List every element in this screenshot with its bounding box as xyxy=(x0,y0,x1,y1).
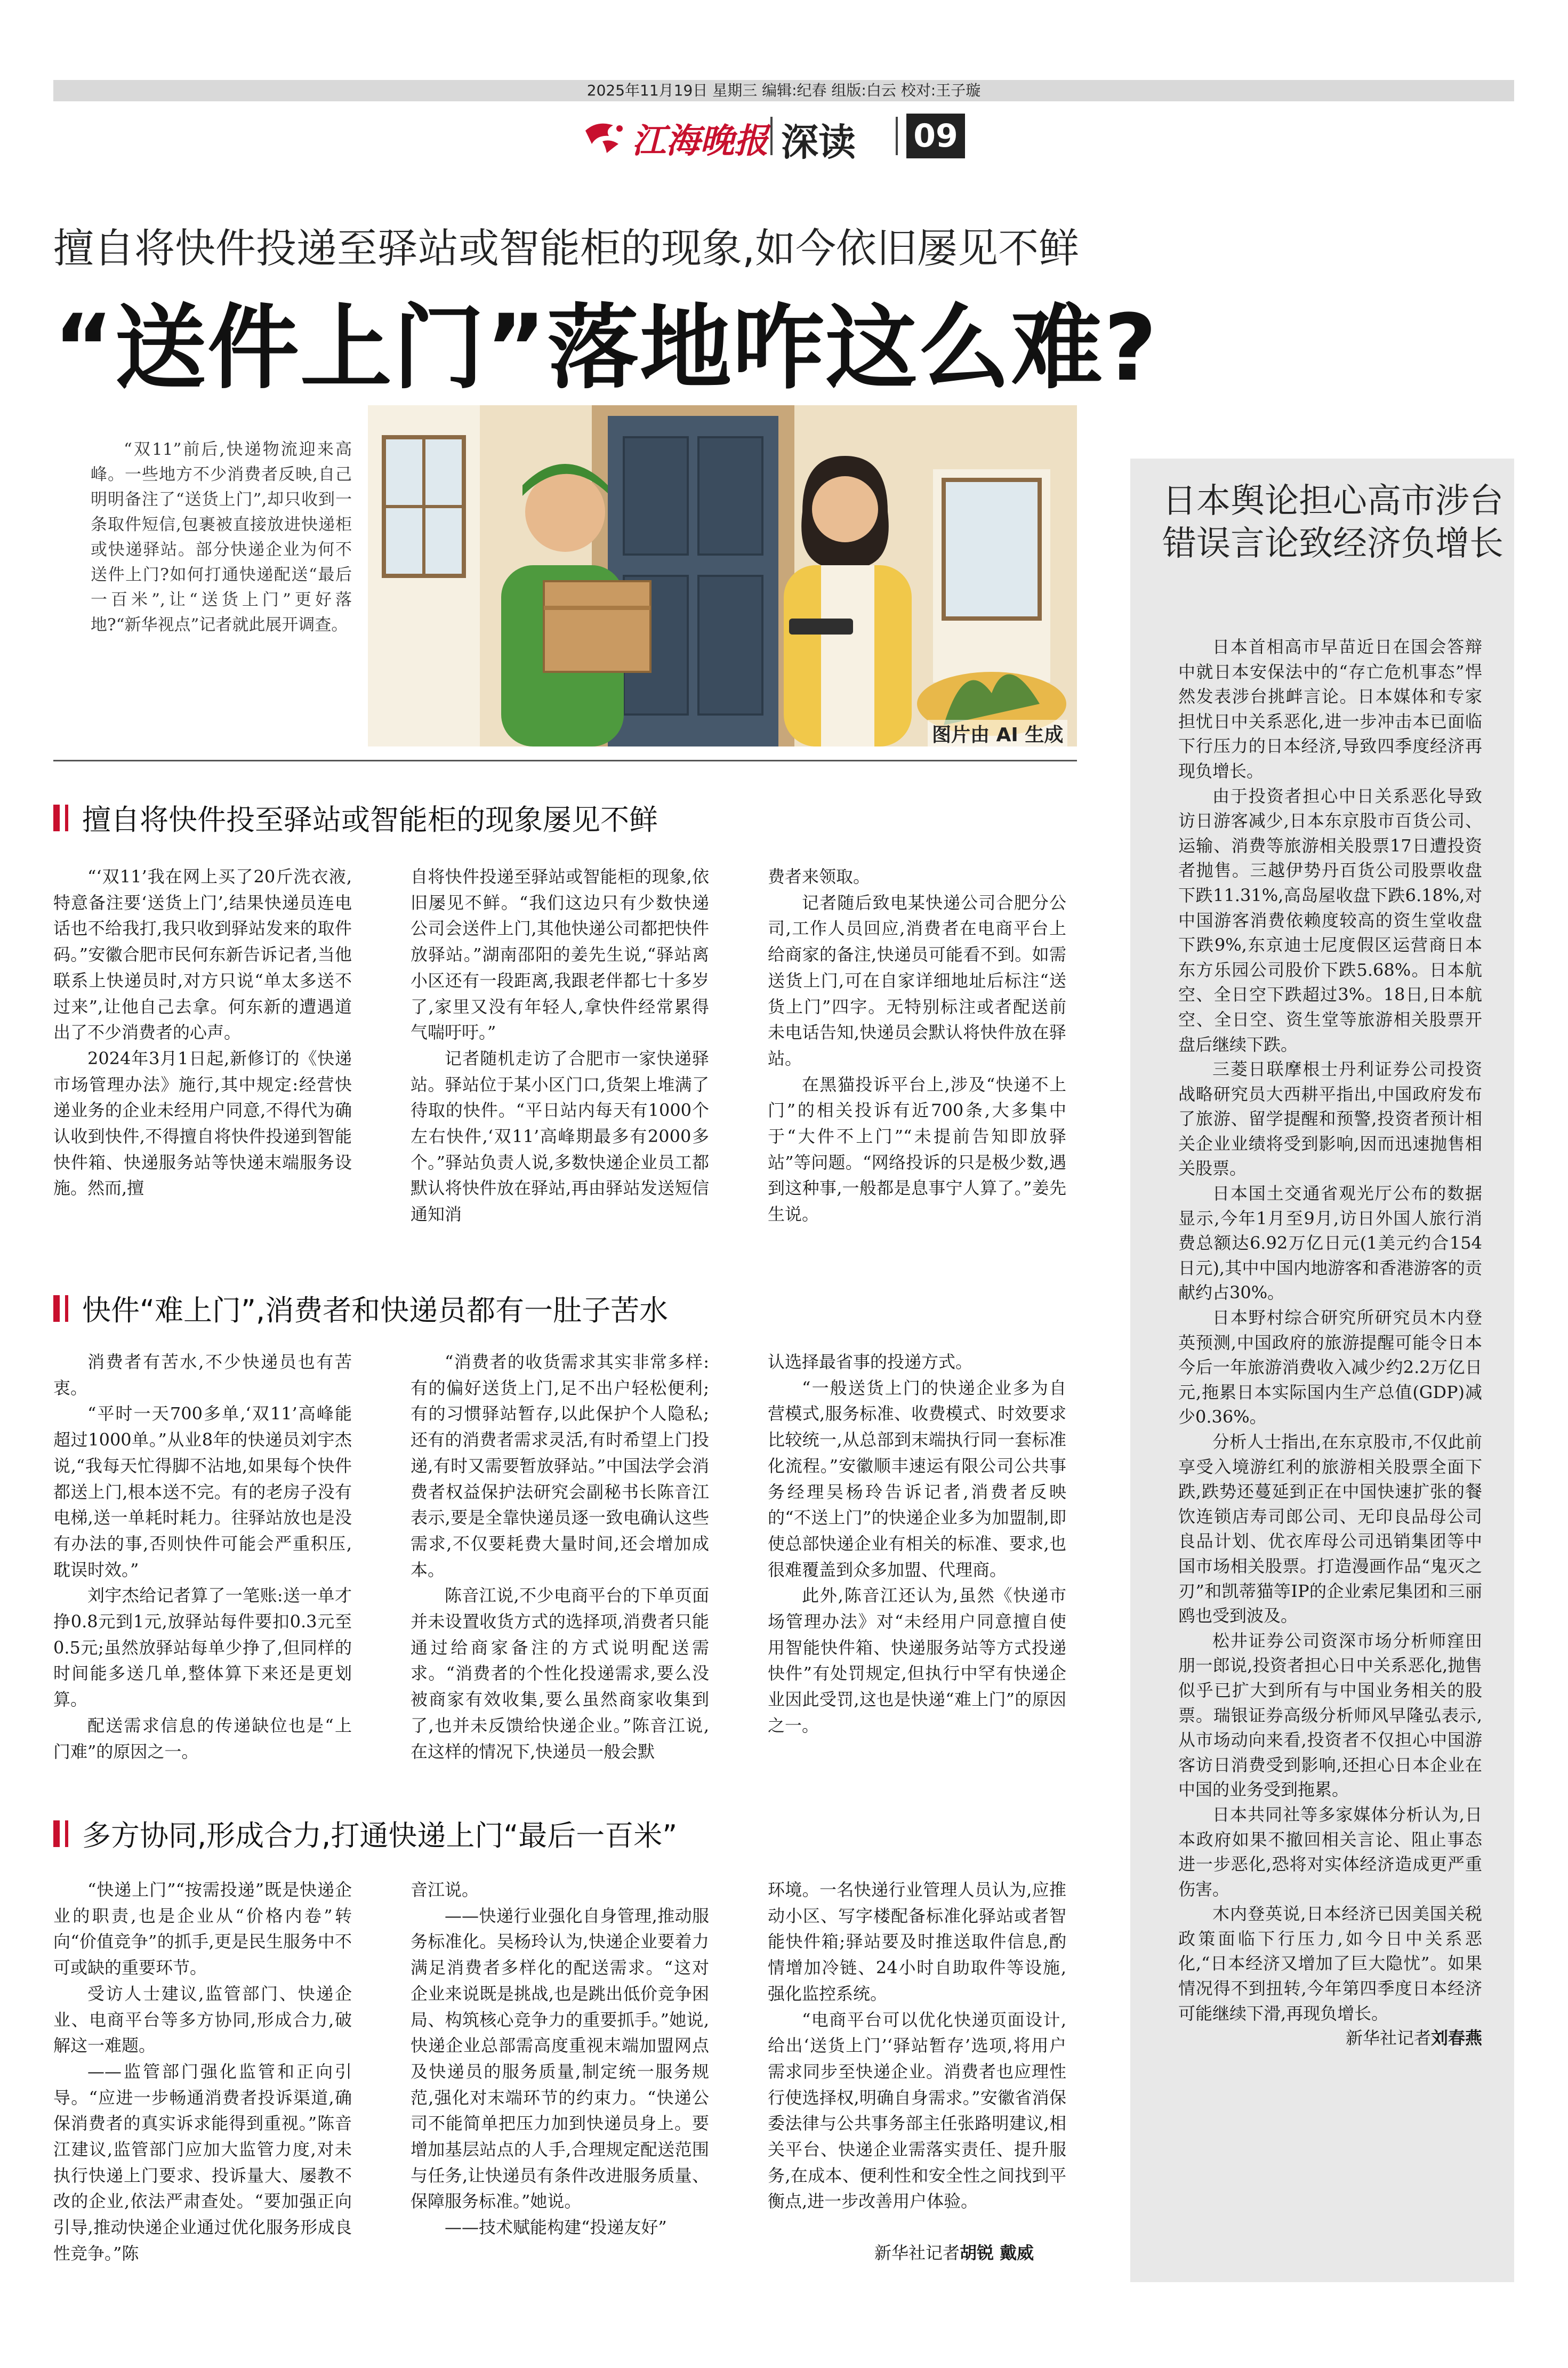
dateline-bar xyxy=(53,80,1514,101)
heading-bar-icon xyxy=(65,1820,68,1847)
sidebar-paragraph: 木内登英说,日本经济已因美国关税政策面临下行压力,如今日中关系恶化,“日本经济又增加了巨大隐忧”。如果情况得不到扭转,今年第四季度日本经济可能继续下滑,再现负增长。 xyxy=(1178,1904,1482,2024)
paragraph: 环境。一名快递行业管理人员认为,应推动小区、写字楼配备标准化驿站或者智能快件箱;驿站要及时推送取件信息,酌情增加冷链、24小时自助取件等设施,强化监控系统。 xyxy=(768,1880,1066,2004)
sidebar-paragraph: 分析人士指出,在东京股市,不仅此前享受入境游红利的旅游相关股票全面下跌,跌势还蔓延到正在中国快速扩张的餐饮连锁店寿司郎公司、无印良品母公司良品计划、优衣库母公司迅销集团等中国市场相关股票。打造漫画作品“鬼灭之刃”和凯蒂猫等IP的企业索尼集团和三丽鸥也受到波及。 xyxy=(1178,1432,1482,1626)
paragraph: 陈音江说,不少电商平台的下单页面并未设置收货方式的选择项,消费者只能通过给商家备注的方式说明配送需求。“消费者的个性化投递需求,要么没被商家有效收集,要么虽然商家收集到了,也并未反馈给快递企业。”陈音江说,在这样的情况下,快递员一般会默 xyxy=(411,1585,709,1762)
section-heading-2 xyxy=(53,1288,668,1329)
page-number: 09 xyxy=(906,114,965,158)
sidebar-paragraph: 日本首相高市早苗近日在国会答辩中就日本安保法中的“存亡危机事态”悍然发表涉台挑衅言论。日本媒体和专家担忧日中关系恶化,进一步冲击本已面临下行压力的日本经济,导致四季度经济再现负增长。 xyxy=(1178,637,1482,781)
article-column xyxy=(768,1349,1066,1739)
sidebar-paragraph: 三菱日联摩根士丹利证券公司投资战略研究员大西耕平指出,中国政府发布了旅游、留学提醒和预警,投资者预计相关企业业绩将受到影响,因而迅速抛售相关股票。 xyxy=(1178,1059,1482,1179)
masthead-divider xyxy=(770,117,773,155)
byline-names: 胡锐 戴威 xyxy=(960,2243,1034,2263)
article-byline xyxy=(874,2239,1034,2264)
section-heading-3 xyxy=(53,1813,677,1854)
paragraph: ——监管部门强化监管和正向引导。“应进一步畅通消费者投诉渠道,确保消费者的真实诉求能得到重视。”陈音江建议,监管部门应加大监管力度,对未执行快递上门要求、投诉量大、屡教不改的企业,依法严肃查处。“要加强正向引导,推动快递企业通过优化服务形成良性竞争。”陈 xyxy=(53,2061,352,2263)
section-heading-1 xyxy=(53,797,658,838)
sidebar-article xyxy=(1130,459,1514,2282)
paragraph: 配送需求信息的传递缺位也是“上门难”的原因之一。 xyxy=(53,1715,352,1762)
newspaper-name: 江海晚报 xyxy=(632,121,768,161)
heading-bar-icon xyxy=(65,805,68,831)
section-title: 多方协同,形成合力,打通快递上门“最后一百米” xyxy=(82,1819,678,1852)
section-name: 深读 xyxy=(781,120,856,164)
article-column xyxy=(768,1877,1066,2214)
article-column xyxy=(411,864,709,1227)
newspaper-logo-icon xyxy=(581,115,629,157)
delivery-illustration xyxy=(368,405,1077,746)
paragraph: “消费者的收货需求其实非常多样:有的偏好送货上门,足不出户轻松便利;有的习惯驿站暂存,以此保护个人隐私;还有的消费者需求灵活,有时希望上门投递,有时又需要暂放驿站。”中国法学会消费者权益保护法研究会副秘书长陈音江表示,要是全靠快递员逐一致电确认这些需求,不仅要耗费大量时间,还会增加成本。 xyxy=(411,1352,709,1580)
paragraph: 自将快件投递至驿站或智能柜的现象,依旧屡见不鲜。“我们这边只有少数快递公司会送件上门,其他快递公司都把快件放驿站。”湖南邵阳的姜先生说,“驿站离小区还有一段距离,我跟老伴都七十多岁了,家里又没有年轻人,拿快件经常累得气喘吁吁。” xyxy=(411,866,709,1043)
sidebar-paragraph: 由于投资者担心中日关系恶化导致访日游客减少,日本东京股市百货公司、运输、消费等旅游相关股票17日遭投资者抛售。三越伊势丹百货公司股票收盘下跌11.31%,高岛屋收盘下跌6.18%,对中国游客消费依赖度较高的资生堂收盘下跌9%,东京迪士尼度假区运营商日本东方乐园公司股价下跌5.68%。日本航空、全日空下跌超过3%。18日,日本航空、全日空、资生堂等旅游相关股票开盘后继续下跌。 xyxy=(1178,785,1482,1055)
paragraph: 音江说。 xyxy=(411,1880,479,1900)
byline-prefix: 新华社记者 xyxy=(1345,2028,1431,2049)
paragraph: “‘双11’我在网上买了20斤洗衣液,特意备注要‘送货上门’,结果快递员连电话也不给我打,我只收到驿站发来的取件码。”安徽合肥市民何东新告诉记者,当他联系上快递员时,对方只说“单太多送不过来”,让他自己去拿。何东新的遭遇道出了不少消费者的心声。 xyxy=(53,866,352,1043)
masthead-divider xyxy=(896,117,898,155)
paragraph: 受访人士建议,监管部门、快递企业、电商平台等多方协同,形成合力,破解这一难题。 xyxy=(53,1983,352,2056)
article-column xyxy=(53,1877,352,2267)
paragraph: ——快递行业强化自身管理,推动服务标准化。吴杨玲认为,快递企业要着力满足消费者多样化的配送需求。“这对企业来说既是挑战,也是跳出低价竞争困局、构筑核心竞争力的重要抓手。”她说,快递企业总部需高度重视末端加盟网点及快递员的服务质量,制定统一服务规范,强化对末端环节的约束力。“快递公司不能简单把压力加到快递员身上。要增加基层站点的人手,合理规定配送范围与任务,让快递员有条件改进服务质量、保障服务标准。”她说。 xyxy=(411,1905,709,2212)
paragraph: “一般送货上门的快递企业多为自营模式,服务标准、收费模式、时效要求比较统一,从总部到末端执行同一套标准化流程。”安徽顺丰速运有限公司公共事务经理吴杨玲告诉记者,消费者反映的“不送上门”的快递企业多为加盟制,即使总部快递企业有相关的标准、要求,也很难覆盖到众多加盟、代理商。 xyxy=(768,1377,1066,1580)
byline-names: 刘春燕 xyxy=(1430,2028,1482,2049)
image-caption: 图片由 AI 生成 xyxy=(928,720,1067,747)
sidebar-body xyxy=(1178,635,1482,2051)
sidebar-paragraph: 松井证券公司资深市场分析师窪田朋一郎说,投资者担心日中关系恶化,抛售似乎已扩大到所有与中国业务相关的股票。瑞银证券高级分析师风早隆弘表示,从市场动向来看,投资者不仅担心中国游客访日消费受到影响,还担心日本企业在中国的业务受到拖累。 xyxy=(1178,1630,1482,1800)
heading-bar-icon xyxy=(53,1820,60,1847)
sidebar-byline xyxy=(1178,2026,1482,2051)
section-title: 快件“难上门”,消费者和快递员都有一肚子苦水 xyxy=(82,1294,669,1327)
intro-text: “双11”前后,快递物流迎来高峰。一些地方不少消费者反映,自己明明备注了“送货上门”,却只收到一条取件短信,包裹被直接放进快递柜或快递驿站。部分快递企业为何不送件上门?如何打通快递配送“最后一百米”,让“送货上门”更好落地?“新华视点”记者就此展开调查。 xyxy=(91,440,352,635)
article-column xyxy=(768,864,1066,1227)
paragraph: 此外,陈音江还认为,虽然《快递市场管理办法》对“未经用户同意擅自使用智能快件箱、快递服务站等方式投递快件”有处罚规定,但执行中罕有快递企业因此受罚,这也是快递“难上门”的原因之一。 xyxy=(768,1585,1066,1736)
paragraph: 费者来领取。 xyxy=(768,866,871,887)
divider-rule xyxy=(53,760,1077,761)
headline-subtitle: 擅自将快件投递至驿站或智能柜的现象,如今依旧屡见不鲜 xyxy=(53,224,1080,272)
paragraph: “平时一天700多单,‘双11’高峰能超过1000单。”从业8年的快递员刘宇杰说,“我每天忙得脚不沾地,如果每个快件都送上门,根本送不完。有的老房子没有电梯,送一单耗时耗力。往驿站放也是没有办法的事,否则快件可能会严重积压,耽误时效。” xyxy=(53,1403,352,1580)
paragraph: “快递上门”“按需投递”既是快递企业的职责,也是企业从“价格内卷”转向“价值竞争”的抓手,更是民生服务中不可或缺的重要环节。 xyxy=(53,1880,352,1978)
article-column xyxy=(53,1349,352,1764)
article-column xyxy=(411,1877,709,2241)
paragraph: 消费者有苦水,不少快递员也有苦衷。 xyxy=(53,1352,352,1398)
paragraph: “电商平台可以优化快递页面设计,给出‘送货上门’‘驿站暂存’选项,将用户需求同步至快递企业。消费者也应理性行使选择权,明确自身需求。”安徽省消保委法律与公共事务部主任张路明建议,相关平台、快递企业需落实责任、提升服务,在成本、便利性和安全性之间找到平衡点,进一步改善用户体验。 xyxy=(768,2009,1066,2212)
paragraph: 2024年3月1日起,新修订的《快递市场管理办法》施行,其中规定:经营快递业务的企业未经用户同意,不得代为确认收到快件,不得擅自将快件投递到智能快件箱、快递服务站等快递末端服务设施。然而,擅 xyxy=(53,1048,352,1199)
heading-bar-icon xyxy=(53,805,60,831)
byline-prefix: 新华社记者 xyxy=(874,2243,960,2263)
sidebar-paragraph: 日本共同社等多家媒体分析认为,日本政府如果不撤回相关言论、阻止事态进一步恶化,恐将对实体经济造成更严重伤害。 xyxy=(1178,1804,1482,1899)
paragraph: 记者随后致电某快递公司合肥分公司,工作人员回应,消费者在电商平台上给商家的备注,快递员可能看不到。如需送货上门,可在自家详细地址后标注“送货上门”四字。无特别标注或者配送前未电话告知,快递员会默认将快件放在驿站。 xyxy=(768,892,1066,1069)
paragraph: 认选择最省事的投递方式。 xyxy=(768,1352,973,1372)
paragraph: 记者随机走访了合肥市一家快递驿站。驿站位于某小区门口,货架上堆满了待取的快件。“平日站内每天有1000个左右快件,‘双11’高峰期最多有2000多个。”驿站负责人说,多数快递企业员工都默认将快件放在驿站,再由驿站发送短信通知消 xyxy=(411,1048,709,1225)
dateline: 2025年11月19日 星期三 编辑:纪春 组版:白云 校对:王子璇 xyxy=(586,82,981,99)
paragraph: ——技术赋能构建“投递友好” xyxy=(445,2217,667,2238)
paragraph: 刘宇杰给记者算了一笔账:送一单才挣0.8元到1元,放驿站每件要扣0.3元至0.5元;虽然放驿站每单少挣了,但同样的时间能多送几单,整体算下来还是更划算。 xyxy=(53,1585,352,1710)
article-column xyxy=(411,1349,709,1764)
heading-bar-icon xyxy=(53,1295,60,1322)
headline-title: “送件上门”落地咋这么难? xyxy=(53,294,1158,402)
heading-bar-icon xyxy=(65,1295,68,1322)
paragraph: 在黑猫投诉平台上,涉及“快递不上门”的相关投诉有近700条,大多集中于“大件不上门”“未提前告知即放驿站”等问题。“网络投诉的只是极少数,遇到这种事,一般都是息事宁人算了。”姜先生说。 xyxy=(768,1074,1066,1225)
sidebar-paragraph: 日本国土交通省观光厅公布的数据显示,今年1月至9月,访日外国人旅行消费总额达6.92万亿日元(1美元约合154日元),其中中国内地游客和香港游客的贡献约占30%。 xyxy=(1178,1183,1482,1303)
masthead xyxy=(0,109,1568,168)
sidebar-title: 日本舆论担心高市涉台错误言论致经济负增长 xyxy=(1162,481,1503,564)
section-title: 擅自将快件投至驿站或智能柜的现象屡见不鲜 xyxy=(82,803,658,837)
illustration xyxy=(368,405,1077,746)
sidebar-paragraph: 日本野村综合研究所研究员木内登英预测,中国政府的旅游提醒可能令日本今后一年旅游消费收入减少约2.2万亿日元,拖累日本实际国内生产总值(GDP)减少0.36%。 xyxy=(1178,1307,1482,1427)
article-column xyxy=(53,864,352,1201)
